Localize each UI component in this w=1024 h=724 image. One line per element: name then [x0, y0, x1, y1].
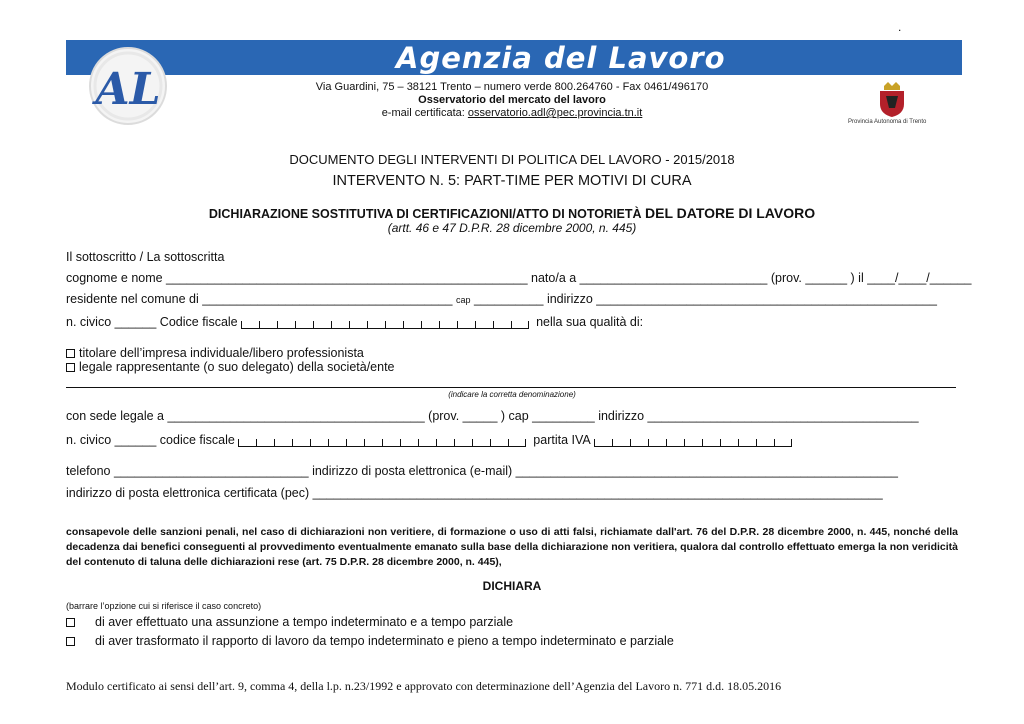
denomination-hint: (indicare la corretta denominazione) — [448, 390, 576, 399]
option-legal-rep[interactable] — [66, 360, 395, 375]
declaration-reference: (artt. 46 e 47 D.P.R. 28 dicembre 2000, n. 445) — [387, 221, 637, 235]
declaration-title-a: DICHIARAZIONE SOSTITUTIVA DI CERTIFICAZIONI/ATTO DI NOTORIETÀ — [208, 207, 645, 221]
declaration-title-b: DEL DATORE DI LAVORO — [645, 205, 816, 221]
corner-mark: . — [898, 20, 902, 34]
agency-title: Agenzia del Lavoro — [396, 41, 726, 75]
vat-number-boxes[interactable] — [594, 435, 792, 447]
name-birth-row[interactable]: cognome e nome ____________________________________________________ nato/a a ___________________________ (prov. ______ ) il ____/____/______ — [66, 271, 972, 285]
company-civic-fiscal-label: n. civico ______ codice fiscale — [66, 433, 235, 447]
owner-checkbox[interactable] — [66, 349, 75, 358]
registered-office-row[interactable]: con sede legale a _____________________________________ (prov. _____ ) cap _________ indirizzo _______________________________________ — [66, 409, 919, 423]
legal-rep-label: legale rappresentante (o suo delegato) della società/ente — [79, 360, 395, 374]
residence-row[interactable] — [66, 292, 937, 308]
phone-email-row[interactable]: telefono ____________________________ indirizzo di posta elettronica (e-mail) _______________________________________________________ — [66, 464, 898, 478]
agency-banner — [66, 40, 962, 75]
vat-label: partita IVA — [533, 433, 591, 447]
legal-rep-checkbox[interactable] — [66, 363, 75, 372]
declaration-title — [0, 205, 1024, 221]
intervention-title: INTERVENTO N. 5: PART-TIME PER MOTIVI DI CURA — [332, 173, 692, 189]
cap-label: cap — [455, 295, 471, 305]
residence-label: residente nel comune di ____________________________________ — [66, 292, 453, 306]
option-owner[interactable] — [66, 346, 364, 361]
svg-text:AL: AL — [95, 64, 161, 115]
header-office: Osservatorio del mercato del lavoro — [418, 94, 606, 106]
dichiara-heading: DICHIARA — [482, 579, 542, 593]
document-title: DOCUMENTO DEGLI INTERVENTI DI POLITICA DEL LAVORO - 2015/2018 — [289, 152, 735, 167]
undersigned-label: Il sottoscritto / La sottoscritta — [66, 250, 225, 264]
fiscal-code-row — [66, 315, 643, 330]
crest-label: Provincia Autonoma di Trento — [848, 119, 927, 125]
contract-conversion-label: di aver trasformato il rapporto di lavoro da tempo indeterminato e pieno a tempo indeterminato e parziale — [95, 634, 674, 648]
part-time-hiring-checkbox[interactable] — [66, 618, 75, 627]
pec-row[interactable]: indirizzo di posta elettronica certificata (pec) __________________________________________________________________________________ — [66, 486, 883, 500]
company-fiscal-code-boxes[interactable] — [238, 435, 526, 447]
dichiara-hint: (barrare l’opzione cui si riferisce il caso concreto) — [66, 601, 262, 611]
company-codes-row — [66, 433, 792, 448]
contract-conversion-checkbox[interactable] — [66, 637, 75, 646]
company-name-line[interactable] — [66, 387, 956, 388]
civic-fiscal-label: n. civico ______ Codice fiscale — [66, 315, 238, 329]
footer-note: Modulo certificato ai sensi dell’art. 9, comma 4, della l.p. n.23/1992 e approvato con determinazione dell’Agenzia del Lavoro n. 771 d.d. 18.05.2016 — [66, 679, 782, 693]
owner-label: titolare dell’impresa individuale/libero professionista — [79, 346, 364, 360]
residence-address-field[interactable]: __________ indirizzo _________________________________________________ — [473, 292, 937, 306]
certified-email-link[interactable]: osservatorio.adl@pec.provincia.tn.it — [467, 107, 643, 119]
choice-part-time-hiring[interactable] — [66, 615, 513, 630]
quality-label: nella sua qualità di: — [536, 315, 644, 329]
email-label: e-mail certificata: — [381, 107, 468, 119]
fiscal-code-boxes[interactable] — [241, 317, 529, 329]
choice-contract-conversion[interactable] — [66, 634, 674, 649]
part-time-hiring-label: di aver effettuato una assunzione a tempo indeterminato e a tempo parziale — [95, 615, 514, 629]
legal-warning-paragraph: consapevole delle sanzioni penali, nel caso di dichiarazioni non veritiere, di formazione o uso di atti falsi, richiamate dall'art. 76 del D.P.R. 28 dicembre 2000, n. 445, nonché della decadenza dai benefici conseguenti al provvedimento eventualmente emanato sulla base della dichiarazione non veritiera, qualora dal controllo effettuato emerga la non veridicità del contenuto di taluna delle dichiarazioni rese (art. 75 D.P.R. 28 dicembre 2000, n. 445), — [66, 526, 958, 568]
header-email-line — [0, 107, 1024, 120]
header-address: Via Guardini, 75 – 38121 Trento – numero verde 800.264760 - Fax 0461/496170 — [315, 81, 709, 93]
